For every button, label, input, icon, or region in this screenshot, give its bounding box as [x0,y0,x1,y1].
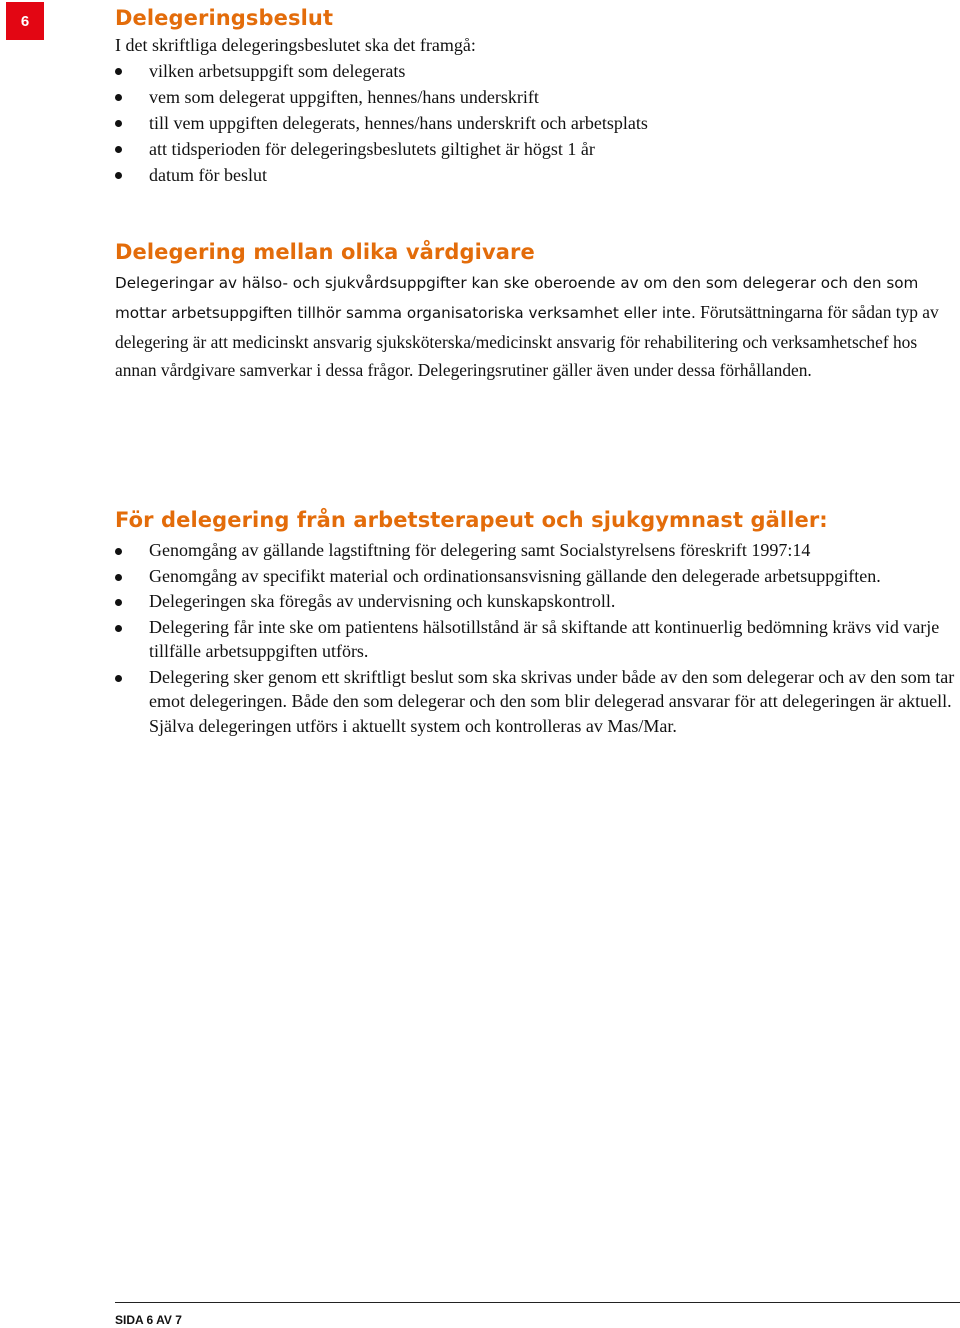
list-item [115,615,960,664]
section-heading: Delegering mellan olika vårdgivare [115,240,535,264]
bullet-icon [115,94,122,101]
bullet-icon [115,548,122,555]
list-item [115,84,960,110]
bullet-icon [115,68,122,75]
bullet-icon [115,172,122,179]
section-delegeringsbeslut [115,4,960,188]
list-item [115,58,960,84]
bullet-icon [115,146,122,153]
list-item-text: till vem uppgiften delegerats, hennes/hans underskrift och arbetsplats [149,113,648,133]
list-item [115,136,960,162]
list-item-text: att tidsperioden för delegeringsbeslutets giltighet är högst 1 år [149,139,595,159]
bullet-icon [115,675,122,682]
list-item-text: datum för beslut [149,165,267,185]
list-item [115,665,960,739]
bullet-icon [115,120,122,127]
section-intro: I det skriftliga delegeringsbeslutet ska det framgå: [115,35,476,55]
section-arbetsterapeut-sjukgymnast [115,506,960,739]
bullet-list [115,538,960,738]
list-item [115,538,960,563]
list-item-text: Genomgång av specifikt material och ordinationsansvisning gällande den delegerade arbetsuppgiften. [149,565,881,586]
bullet-icon [115,599,122,606]
list-item [115,589,960,614]
list-item-text: Delegering får inte ske om patientens hälsotillstånd är så skiftande att kontinuerlig bedömning krävs vid varje tillfälle arbetsuppgiften utförs. [149,616,940,661]
list-item [115,564,960,589]
list-item-text: Delegeringen ska föregås av undervisning och kunskapskontroll. [149,591,616,611]
footer-page-label: SIDA 6 AV 7 [115,1313,182,1327]
section-paragraph [115,268,960,385]
bullet-icon [115,574,122,581]
list-item [115,162,960,188]
section-heading: Delegeringsbeslut [115,6,334,30]
list-item-text: vem som delegerat uppgiften, hennes/hans underskrift [149,87,539,107]
footer-divider [115,1302,960,1303]
paragraph-part-2: Förutsättningarna för sådan typ av delegering är att medicinskt ansvarig sjuksköterska/medicinskt ansvarig för rehabilitering och verksamhetschef hos annan vårdgivare samverkar i dessa frågor. Delegeringsrutiner gäller även under dessa förhållanden. [115,301,939,381]
paragraph-part-1: Delegeringar av hälso- och sjukvårdsuppgifter kan ske oberoende av om den som delegerar och den som mottar arbetsuppgiften tillhör samma organisatoriska verksamhet eller inte. [115,274,919,322]
page-number-badge: 6 [6,2,44,40]
section-heading: För delegering från arbetsterapeut och sjukgymnast gäller: [115,508,828,532]
list-item-text: Genomgång av gällande lagstiftning för delegering samt Socialstyrelsens föreskrift 1997:14 [149,540,811,560]
list-item-text: vilken arbetsuppgift som delegerats [149,61,406,81]
bullet-icon [115,625,122,632]
list-item [115,110,960,136]
section-delegering-mellan-vardgivare [115,238,960,385]
bullet-list [115,58,960,188]
list-item-text: Delegering sker genom ett skriftligt beslut som ska skrivas under både av den som delegerar och av den som tar emot delegeringen. Både den som delegerar och den som blir delegerad ansvarar för att delegeringen är aktuell. Själva delegeringen utförs i aktuellt system och kontrolleras av Mas/Mar. [149,666,955,736]
